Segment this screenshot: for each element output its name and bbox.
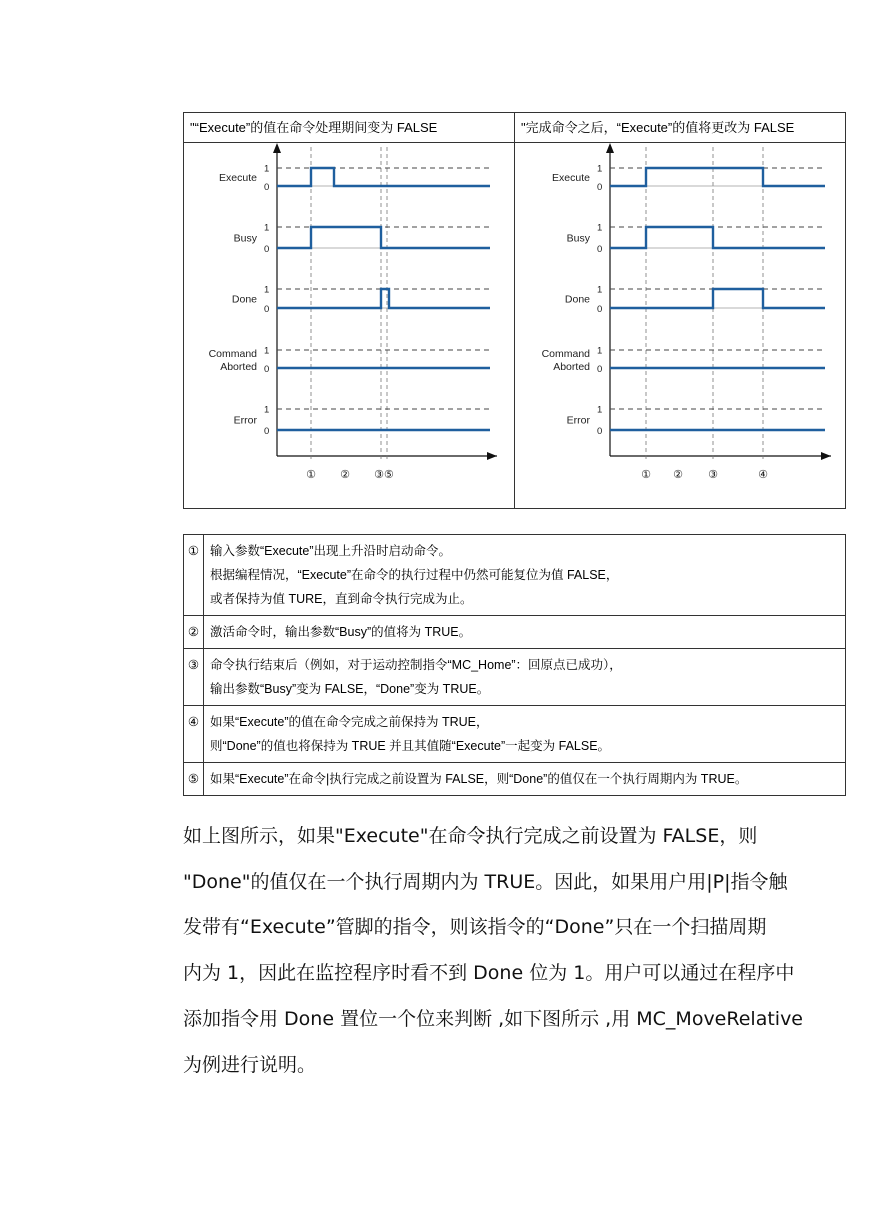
right-step-marker: ① (641, 469, 651, 481)
legend-description (204, 706, 846, 763)
left-level-high-label: 1 (264, 345, 270, 357)
right-level-high-label: 1 (597, 404, 603, 416)
right-level-low-label: 0 (597, 364, 603, 375)
body-text-line: "Done"的值仅在一个执行周期内为 TRUE。因此，如果用户用|P|指令触 (183, 870, 788, 893)
left-signal-label: Aborted (220, 361, 257, 373)
body-text-line: 内为 1，因此在监控程序时看不到 Done 位为 1。用户可以通过在程序中 (183, 962, 795, 985)
left-level-low-label: 0 (264, 304, 270, 315)
left-level-high-label: 1 (264, 222, 270, 234)
legend-text-line: 命令执行结束后（例如，对于运动控制指令“MC_Home”：回原点已成功）， (210, 658, 622, 672)
right-signal-label: Aborted (553, 361, 590, 373)
right-signal-waveform (610, 227, 825, 248)
left-level-low-label: 0 (264, 426, 270, 437)
right-level-low-label: 0 (597, 304, 603, 315)
legend-text-line: 根据编程情况，“Execute”在命令的执行过程中仍然可能复位为值 FALSE， (210, 568, 619, 582)
right-level-high-label: 1 (597, 222, 603, 234)
left-step-marker: ② (340, 469, 350, 481)
left-signal-waveform (277, 289, 490, 308)
right-timing-panel (515, 113, 845, 508)
legend-description (204, 649, 846, 706)
left-level-high-label: 1 (264, 404, 270, 416)
right-level-low-label: 0 (597, 244, 603, 255)
right-level-high-label: 1 (597, 163, 603, 175)
right-step-marker: ③ (708, 469, 718, 481)
legend-text-line: 输出参数“Busy”变为 FALSE，“Done”变为 TRUE。 (210, 682, 490, 696)
left-level-low-label: 0 (264, 364, 270, 375)
left-step-marker: ① (306, 469, 316, 481)
legend-text-line: 如果“Execute”在命令|执行完成之前设置为 FALSE，则“Done”的值仅在一个执行周期内为 TRUE。 (210, 772, 748, 786)
left-level-low-label: 0 (264, 244, 270, 255)
right-signal-waveform (610, 168, 825, 186)
legend-row (184, 535, 846, 616)
legend-text-line: 则“Done”的值也将保持为 TRUE 并且其值随“Execute”一起变为 FALSE。 (210, 739, 611, 753)
right-y-axis-arrow (606, 143, 614, 153)
left-level-high-label: 1 (264, 163, 270, 175)
body-paragraph (183, 814, 823, 1088)
left-panel-header: "“Execute”的值在命令处理期间变为 FALSE (184, 113, 514, 143)
left-signal-label: Command (208, 348, 257, 360)
legend-number: ① (184, 535, 204, 616)
legend-row (184, 763, 846, 796)
left-signal-label: Busy (233, 232, 257, 245)
left-level-high-label: 1 (264, 284, 270, 296)
legend-description (204, 616, 846, 649)
right-level-high-label: 1 (597, 284, 603, 296)
left-signal-waveform (277, 168, 490, 186)
right-step-marker: ④ (758, 469, 768, 481)
legend-description (204, 763, 846, 796)
legend-text-line: 或者保持为值 TURE，直到命令执行完成为止。 (210, 592, 473, 606)
left-step-marker: ③⑤ (374, 469, 394, 481)
legend-number: ② (184, 616, 204, 649)
right-level-low-label: 0 (597, 426, 603, 437)
legend-table (183, 534, 846, 796)
legend-text-line: 输入参数“Execute”出现上升沿时启动命令。 (210, 544, 451, 558)
body-text-line: 如上图所示，如果"Execute"在命令执行完成之前设置为 FALSE，则 (183, 825, 758, 847)
legend-row (184, 649, 846, 706)
right-signal-label: Command (541, 348, 590, 360)
right-step-marker: ② (673, 469, 683, 481)
left-signal-label: Execute (219, 172, 257, 184)
left-timing-chart (184, 143, 515, 509)
right-signal-label: Busy (566, 232, 590, 245)
body-text-line: 为例进行说明。 (183, 1053, 317, 1076)
right-signal-label: Execute (552, 172, 590, 184)
right-signal-label: Error (566, 414, 590, 427)
legend-text-line: 如果“Execute”的值在命令完成之前保持为 TRUE， (210, 715, 489, 729)
left-y-axis-arrow (273, 143, 281, 153)
right-timing-chart (515, 143, 845, 509)
legend-number: ③ (184, 649, 204, 706)
left-x-axis-arrow (487, 452, 497, 460)
legend-number: ⑤ (184, 763, 204, 796)
legend-row (184, 706, 846, 763)
body-text-line: 发带有“Execute”管脚的指令，则该指令的“Done”只在一个扫描周期 (183, 916, 767, 939)
left-signal-label: Done (231, 293, 257, 306)
right-x-axis-arrow (821, 452, 831, 460)
timing-diagram-figure (183, 112, 846, 509)
legend-row (184, 616, 846, 649)
legend-text-line: 激活命令时，输出参数“Busy”的值将为 TRUE。 (210, 625, 472, 639)
right-level-high-label: 1 (597, 345, 603, 357)
left-signal-waveform (277, 227, 490, 248)
legend-number: ④ (184, 706, 204, 763)
legend-description (204, 535, 846, 616)
body-text-line: 添加指令用 Done 置位一个位来判断 ,如下图所示 ,用 MC_MoveRelative (183, 1007, 803, 1030)
right-signal-label: Done (564, 293, 590, 306)
right-signal-waveform (610, 289, 825, 308)
right-level-low-label: 0 (597, 182, 603, 193)
left-timing-panel (184, 113, 515, 508)
right-panel-header: "完成命令之后，“Execute”的值将更改为 FALSE (515, 113, 845, 143)
left-signal-label: Error (233, 414, 257, 427)
left-level-low-label: 0 (264, 182, 270, 193)
